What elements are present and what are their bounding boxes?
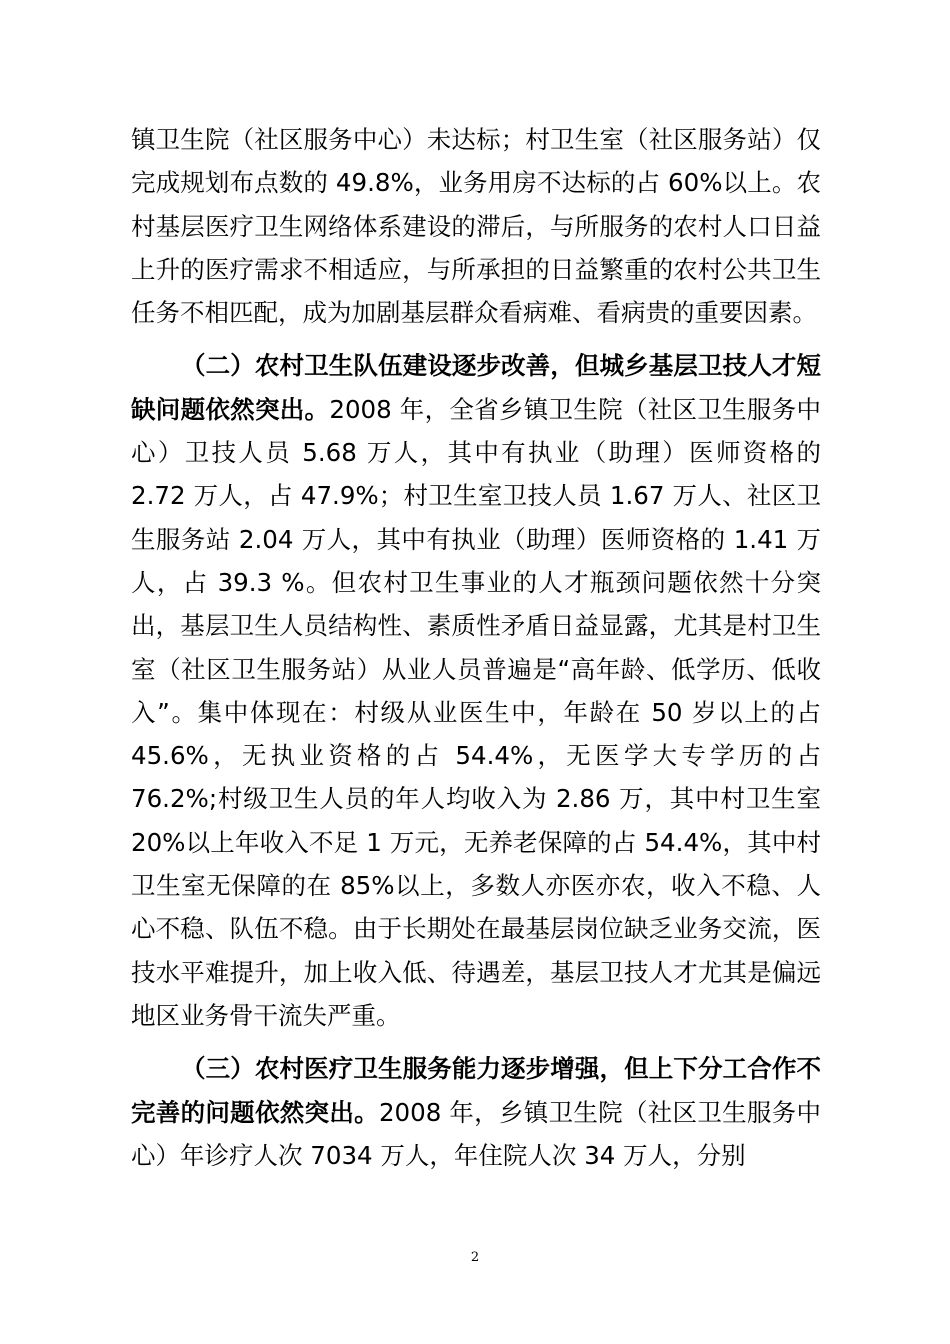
document-body [131,118,821,1177]
paragraph-3-heading: （三）农村医疗卫生服务能力逐步增强，但上下分工合作不完善的问题依然突出。 [131,1054,821,1127]
paragraph-3 [131,1047,821,1177]
paragraph-2 [131,344,821,1037]
paragraph-1 [131,118,821,334]
paragraph-2-heading: （二）农村卫生队伍建设逐步改善，但城乡基层卫技人才短缺问题依然突出。 [131,351,821,424]
paragraph-1-text: 镇卫生院（社区服务中心）未达标；村卫生室（社区服务站）仅完成规划布点数的 49.8%，业务用房不达标的占 60%以上。农村基层医疗卫生网络体系建设的滞后，与所服务的农村人口日益上升的医疗需求不相适应，与所承担的日益繁重的农村公共卫生任务不相匹配，成为加剧基层群众看病难、看病贵的重要因素。 [131,125,821,328]
paragraph-2-text: 2008 年，全省乡镇卫生院（社区卫生服务中心）卫技人员 5.68 万人，其中有执业（助理）医师资格的 2.72 万人，占 47.9%；村卫生室卫技人员 1.67 万人、社区卫生服务站 2.04 万人，其中有执业（助理）医师资格的 1.41 万人，占 39.3 %。但农村卫生事业的人才瓶颈问题依然十分突出，基层卫生人员结构性、素质性矛盾日益显露，尤其是村卫生室（社区卫生服务站）从业人员普遍是“高年龄、低学历、低收入”。集中体现在：村级从业医生中，年龄在 50 岁以上的占 45.6%，无执业资格的占 54.4%，无医学大专学历的占 76.2%;村级卫生人员的年人均收入为 2.86 万，其中村卫生室 20%以上年收入不足 1 万元，无养老保障的占 54.4%，其中村卫生室无保障的在 85%以上，多数人亦医亦农，收入不稳、人心不稳、队伍不稳。由于长期处在最基层岗位缺乏业务交流，医技水平难提升，加上收入低、待遇差，基层卫技人才尤其是偏远地区业务骨干流失严重。 [131,394,822,1030]
paragraph-3-text: 2008 年，乡镇卫生院（社区卫生服务中心）年诊疗人次 7034 万人，年住院人次 34 万人，分别 [131,1097,822,1170]
page-number: 2 [470,1250,480,1265]
